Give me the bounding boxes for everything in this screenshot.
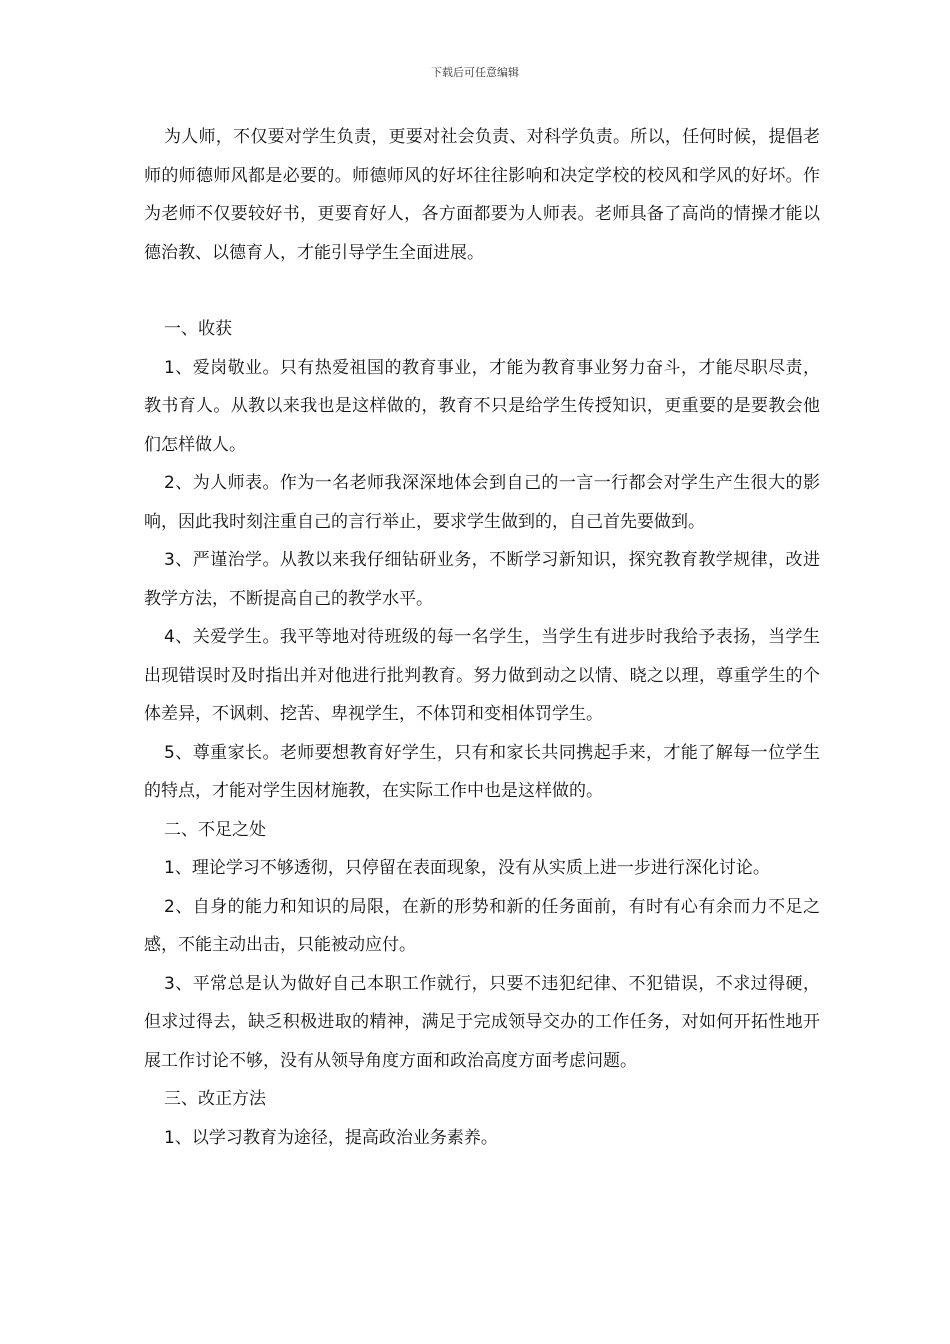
harvest-item-3: 3、严谨治学。从教以来我仔细钻研业务，不断学习新知识，探究教育教学规律，改进教学方法，不断提高自己的教学水平。 (144, 550, 820, 609)
paragraph-gap (144, 272, 820, 310)
intro-paragraph: 为人师，不仅要对学生负责，更要对社会负责、对科学负责。所以，任何时候，提倡老师的师德师风都是必要的。师德师风的好坏往往影响和决定学校的校风和学风的好坏。作为老师不仅要较好书，更要育好人，各方面都要为人师表。老师具备了高尚的情操才能以德治教、以德育人，才能引导学生全面进展。 (144, 127, 820, 263)
page-header: 下载后可任意编辑 (431, 66, 519, 79)
harvest-item-1: 1、爱岗敬业。只有热爱祖国的教育事业，才能为教育事业努力奋斗，才能尽职尽责，教书育人。从教以来我也是这样做的，教育不只是给学生传授知识，更重要的是要教会他们怎样做人。 (144, 357, 820, 455)
harvest-item-5: 5、尊重家长。老师要想教育好学生，只有和家长共同携起手来，才能了解每一位学生的特点，才能对学生因材施教，在实际工作中也是这样做的。 (144, 742, 820, 801)
section-heading-shortcomings: 二、不足之处 (164, 819, 266, 840)
section-heading-corrections: 三、改正方法 (164, 1089, 266, 1109)
shortcoming-item-1: 1、理论学习不够透彻，只停留在表面现象，没有从实质上进一步进行深化讨论。 (164, 858, 770, 878)
harvest-item-2: 2、为人师表。作为一名老师我深深地体会到自己的一言一行都会对学生产生很大的影响，因此我时刻注重自己的言行举止，要求学生做到的，自己首先要做到。 (144, 473, 820, 532)
document-body (144, 118, 820, 1157)
shortcoming-item-2: 2、自身的能力和知识的局限，在新的形势和新的任务面前，有时有心有余而力不足之感，不能主动出击，只能被动应付。 (144, 896, 820, 955)
shortcoming-item-3: 3、平常总是认为做好自己本职工作就行，只要不违犯纪律、不犯错误，不求过得硬，但求过得去，缺乏积极进取的精神，满足于完成领导交办的工作任务，对如何开拓性地开展工作讨论不够，没有从领导角度方面和政治高度方面考虑问题。 (144, 973, 820, 1071)
harvest-item-4: 4、关爱学生。我平等地对待班级的每一名学生，当学生有进步时我给予表扬，当学生出现错误时及时指出并对他进行批判教育。努力做到动之以情、晓之以理，尊重学生的个体差异，不讽刺、挖苦、卑视学生，不体罚和变相体罚学生。 (144, 627, 820, 724)
section-heading-harvest: 一、收获 (164, 319, 232, 339)
correction-item-1: 1、以学习教育为途径，提高政治业务素养。 (164, 1127, 498, 1148)
